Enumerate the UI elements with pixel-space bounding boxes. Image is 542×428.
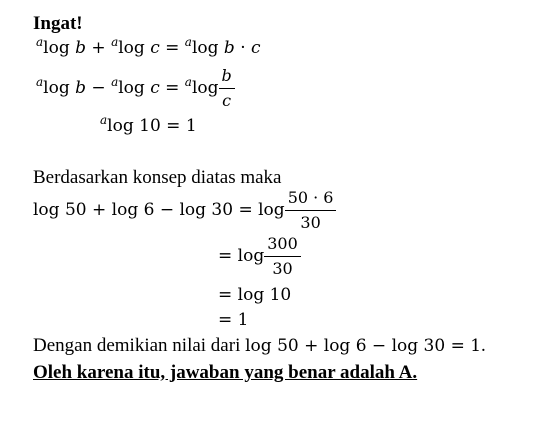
log-op: log	[43, 78, 70, 98]
step-3	[218, 284, 291, 306]
fraction	[264, 234, 301, 279]
log-op: log	[191, 38, 219, 58]
log-arg: b	[75, 78, 87, 98]
conclusion-expr: log 50 + log 6 − log 30 = 1	[245, 336, 482, 356]
heading: Ingat!	[33, 13, 83, 34]
equals-sign: =	[218, 285, 233, 305]
plus-sign: +	[91, 38, 106, 58]
minus-sign: −	[91, 78, 106, 98]
log-base: a	[111, 35, 119, 49]
intro-text: Berdasarkan konsep diatas maka	[33, 167, 282, 188]
log-arg: c	[150, 38, 160, 58]
equals-sign: =	[218, 310, 233, 330]
rule-identity	[100, 115, 197, 137]
log-base: a	[36, 75, 44, 89]
step-2	[218, 234, 301, 279]
log-base: a	[36, 35, 44, 49]
log-arg: 10	[139, 116, 161, 136]
log-arg: b	[75, 38, 87, 58]
fraction-denominator: 30	[272, 259, 293, 278]
log-op: log	[118, 78, 145, 98]
log-op: log	[191, 78, 219, 98]
log-arg: c	[251, 38, 261, 58]
log-op: log	[107, 116, 134, 136]
log-op: log	[43, 38, 70, 58]
fraction-numerator: 50 · 6	[285, 188, 337, 211]
equals-sign: =	[166, 116, 181, 136]
fraction-numerator: b	[219, 66, 235, 89]
fraction-denominator: 30	[300, 213, 321, 232]
log-base: a	[100, 113, 108, 127]
log-arg: c	[150, 78, 160, 98]
log-op: log	[258, 200, 285, 220]
fraction	[219, 66, 235, 111]
log-op: log	[118, 38, 145, 58]
log-op: log	[237, 246, 265, 266]
conclusion-prefix: Dengan demikian nilai dari	[33, 335, 241, 356]
rule-product	[36, 37, 261, 59]
conclusion-suffix: .	[481, 335, 486, 356]
equals-sign: =	[238, 200, 253, 220]
result-value: 1	[185, 116, 197, 136]
fraction	[285, 188, 337, 233]
step-lhs: log 50 + log 6 − log 30	[33, 200, 234, 220]
step-1	[33, 188, 336, 233]
answer-text: Oleh karena itu, jawaban yang benar adalah A.	[33, 362, 418, 383]
equals-sign: =	[218, 246, 233, 266]
conclusion-text	[33, 335, 486, 357]
log-arg: b	[223, 38, 235, 58]
step-expr: log 10	[237, 285, 292, 305]
result-value: 1	[237, 310, 249, 330]
log-base: a	[184, 75, 192, 89]
equals-sign: =	[165, 38, 180, 58]
log-base: a	[111, 75, 119, 89]
fraction-denominator: c	[222, 91, 232, 110]
step-4	[218, 309, 248, 331]
rule-quotient	[36, 66, 235, 111]
fraction-numerator: 300	[264, 234, 301, 257]
equals-sign: =	[165, 78, 180, 98]
dot-operator: ·	[240, 38, 246, 58]
log-base: a	[184, 35, 192, 49]
